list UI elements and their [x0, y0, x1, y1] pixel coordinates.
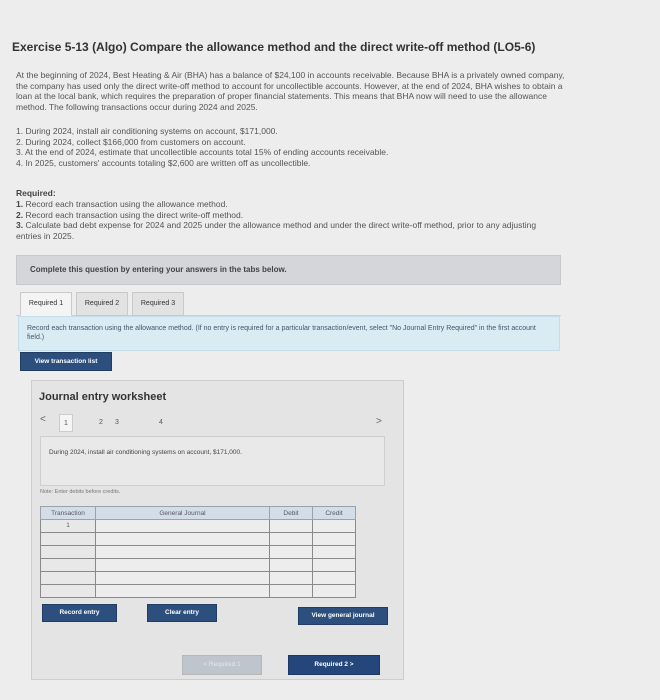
table-row: [41, 533, 356, 546]
tab-required-3[interactable]: Required 3: [132, 292, 184, 316]
previous-required-button[interactable]: < Required 1: [182, 655, 262, 675]
tab-required-1[interactable]: Required 1: [20, 292, 72, 316]
transaction-cell: [41, 559, 96, 572]
journal-entry-worksheet: [31, 380, 404, 680]
credit-column-header: Credit: [313, 507, 356, 520]
credit-input[interactable]: [313, 533, 356, 546]
worksheet-title: Journal entry worksheet: [39, 391, 167, 403]
chevron-left-icon[interactable]: <: [40, 414, 46, 425]
required-item-text: Record each transaction using the allowance method.: [23, 199, 228, 209]
transaction-steps: [16, 126, 388, 168]
credit-input[interactable]: [313, 520, 356, 533]
transaction-cell: [41, 585, 96, 598]
debit-input[interactable]: [270, 585, 313, 598]
account-input[interactable]: [96, 585, 270, 598]
required-tabs: [16, 288, 561, 316]
table-row: [41, 546, 356, 559]
table-row: [41, 572, 356, 585]
debit-input[interactable]: [270, 533, 313, 546]
required-item-number: 2.: [16, 209, 24, 220]
transaction-cell: 1: [41, 520, 96, 533]
exercise-intro: At the beginning of 2024, Best Heating & Air (BHA) has a balance of $24,100 in accounts receivable. Because BHA is a privately owned company, the company has used only the direct write-off method to account for uncollectible accounts. However, at the end of 2024, BHA wishes to obtain a loan at the local bank, which requires the preparation of proper financial statements. This means that BHA now will need to use the allowance method. The following transactions occur during 2024 and 2025.: [16, 70, 565, 112]
transaction-cell: [41, 533, 96, 546]
debit-input[interactable]: [270, 572, 313, 585]
required-item-3: [16, 220, 561, 241]
required-item-number: 1.: [16, 199, 24, 209]
table-row: [41, 559, 356, 572]
transaction-column-header: Transaction: [41, 507, 96, 520]
view-transaction-list-button[interactable]: View transaction list: [20, 352, 112, 371]
record-entry-button[interactable]: Record entry: [42, 604, 117, 622]
exercise-title: Exercise 5-13 (Algo) Compare the allowance method and the direct write-off method (LO5-6): [12, 40, 536, 54]
required-list: [16, 199, 561, 241]
account-input[interactable]: [96, 520, 270, 533]
debit-input[interactable]: [270, 559, 313, 572]
credit-input[interactable]: [313, 572, 356, 585]
journal-table: [40, 506, 356, 598]
tab-required-2[interactable]: Required 2: [76, 292, 128, 316]
tab-instruction: Record each transaction using the allowance method. (If no entry is required for a particular transaction/event, select "No Journal Entry Required" in the first account field.): [18, 316, 560, 351]
credit-input[interactable]: [313, 546, 356, 559]
debit-input[interactable]: [270, 520, 313, 533]
complete-prompt: Complete this question by entering your answers in the tabs below.: [16, 255, 561, 285]
account-input[interactable]: [96, 533, 270, 546]
required-heading: Required:: [16, 188, 56, 198]
debit-column-header: Debit: [270, 507, 313, 520]
required-item-text: Record each transaction using the direct write-off method.: [23, 209, 244, 220]
step-3: 3. At the end of 2024, estimate that uncollectible accounts total 15% of ending accounts receivable.: [16, 147, 389, 157]
table-row: [41, 585, 356, 598]
step-1: 1. During 2024, install air conditioning systems on account, $171,000.: [16, 126, 278, 136]
account-input[interactable]: [96, 559, 270, 572]
chevron-right-icon[interactable]: >: [376, 416, 382, 427]
credit-input[interactable]: [313, 585, 356, 598]
entry-page-1[interactable]: 1: [59, 414, 73, 432]
journal-header-row: [41, 507, 356, 520]
required-item-number: 3.: [16, 220, 24, 230]
debits-note: Note: Enter debits before credits.: [40, 489, 121, 495]
step-2: 2. During 2024, collect $166,000 from customers on account.: [16, 136, 246, 147]
debit-input[interactable]: [270, 546, 313, 559]
entry-page-3[interactable]: 3: [115, 419, 119, 426]
transaction-cell: [41, 572, 96, 585]
required-item-1: [16, 199, 561, 210]
entry-page-2[interactable]: 2: [99, 419, 103, 426]
required-item-text: Calculate bad debt expense for 2024 and 2025 under the allowance method and under the direct write-off method, prior to any adjusting entries in 2025.: [16, 220, 537, 241]
credit-input[interactable]: [313, 559, 356, 572]
account-input[interactable]: [96, 546, 270, 559]
required-item-2: [16, 210, 561, 221]
view-general-journal-button[interactable]: View general journal: [298, 607, 388, 625]
general-journal-column-header: General Journal: [96, 507, 270, 520]
transaction-cell: [41, 546, 96, 559]
step-4: 4. In 2025, customers' accounts totaling $2,600 are written off as uncollectible.: [16, 157, 311, 168]
entry-page-4[interactable]: 4: [159, 419, 163, 426]
table-row: [41, 520, 356, 533]
account-input[interactable]: [96, 572, 270, 585]
entry-description: During 2024, install air conditioning systems on account, $171,000.: [40, 436, 385, 486]
next-required-button[interactable]: Required 2 >: [288, 655, 380, 675]
clear-entry-button[interactable]: Clear entry: [147, 604, 217, 622]
